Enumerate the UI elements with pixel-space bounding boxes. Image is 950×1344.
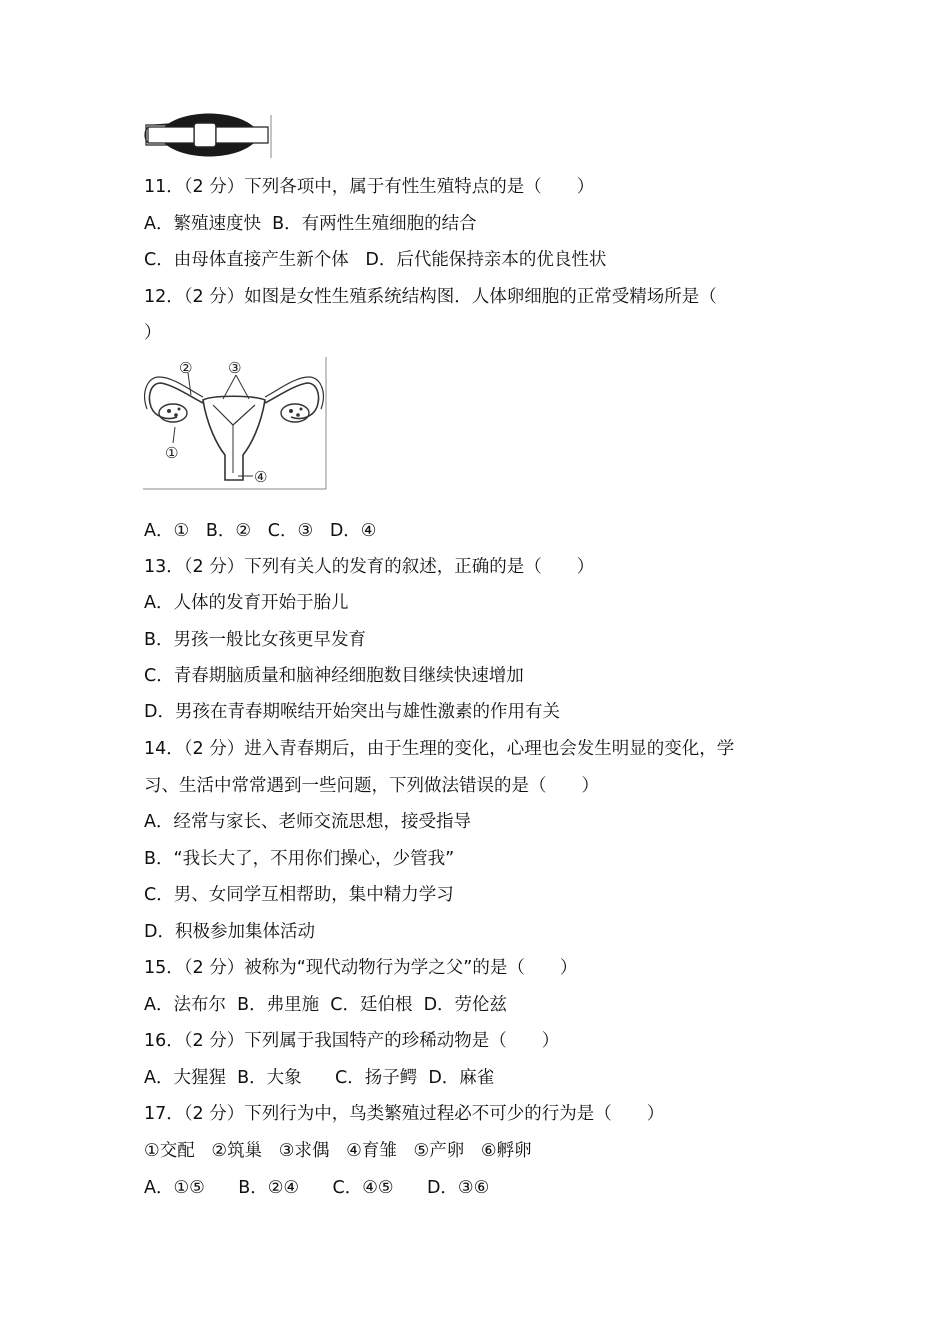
q13-option-d: D．男孩在青春期喉结开始突出与雄性激素的作用有关 — [144, 702, 560, 722]
q12-stem: 12．（2 分）如图是女性生殖系统结构图．人体卵细胞的正常受精场所是（ — [144, 287, 717, 307]
q16-stem: 16．（2 分）下列属于我国特产的珍稀动物是（ ） — [144, 1031, 560, 1051]
figure-label-4: ④ — [254, 468, 268, 486]
q14-stem-cont: 习、生活中常常遇到一些问题，下列做法错误的是（ ） — [144, 776, 599, 796]
q13-stem: 13．（2 分）下列有关人的发育的叙述，正确的是（ ） — [144, 557, 595, 577]
q16-options: A．大猩猩 B．大象 C．扬子鳄 D．麻雀 — [144, 1068, 495, 1088]
q13-option-c: C．青春期脑质量和脑神经细胞数目继续快速增加 — [144, 666, 524, 686]
q14-option-d: D．积极参加集体活动 — [144, 922, 315, 942]
q11-stem: 11．（2 分）下列各项中，属于有性生殖特点的是（ ） — [144, 177, 595, 197]
q17-stem: 17．（2 分）下列行为中，鸟类繁殖过程必不可少的行为是（ ） — [144, 1104, 665, 1124]
q11-options-cd: C．由母体直接产生新个体 D．后代能保持亲本的优良性状 — [144, 250, 607, 270]
joint-figure — [144, 113, 274, 159]
figure-label-2: ② — [179, 359, 193, 377]
q13-option-a: A．人体的发育开始于胎儿 — [144, 593, 349, 613]
q14-option-a: A．经常与家长、老师交流思想，接受指导 — [144, 812, 471, 832]
q14-option-b: B．“我长大了，不用你们操心，少管我” — [144, 849, 455, 869]
q12-options: A．① B．② C．③ D．④ — [144, 521, 377, 541]
q17-behaviors: ①交配 ②筑巢 ③求偶 ④育雏 ⑤产卵 ⑥孵卵 — [144, 1141, 532, 1161]
female-reproductive-system-figure — [143, 355, 328, 491]
q13-option-b: B．男孩一般比女孩更早发育 — [144, 630, 367, 650]
figure-label-3: ③ — [228, 359, 242, 377]
q12-stem-cont: ） — [144, 323, 162, 343]
q15-stem: 15．（2 分）被称为“现代动物行为学之父”的是（ ） — [144, 958, 578, 978]
q14-option-c: C．男、女同学互相帮助，集中精力学习 — [144, 885, 454, 905]
q15-options: A．法布尔 B．弗里施 C．廷伯根 D．劳伦兹 — [144, 995, 508, 1015]
q17-options: A．①⑤ B．②④ C．④⑤ D．③⑥ — [144, 1178, 490, 1198]
q11-options-ab: A．繁殖速度快 B．有两性生殖细胞的结合 — [144, 214, 477, 234]
figure-label-1: ① — [165, 444, 179, 462]
q14-stem: 14．（2 分）进入青春期后，由于生理的变化，心理也会发生明显的变化，学 — [144, 739, 735, 759]
